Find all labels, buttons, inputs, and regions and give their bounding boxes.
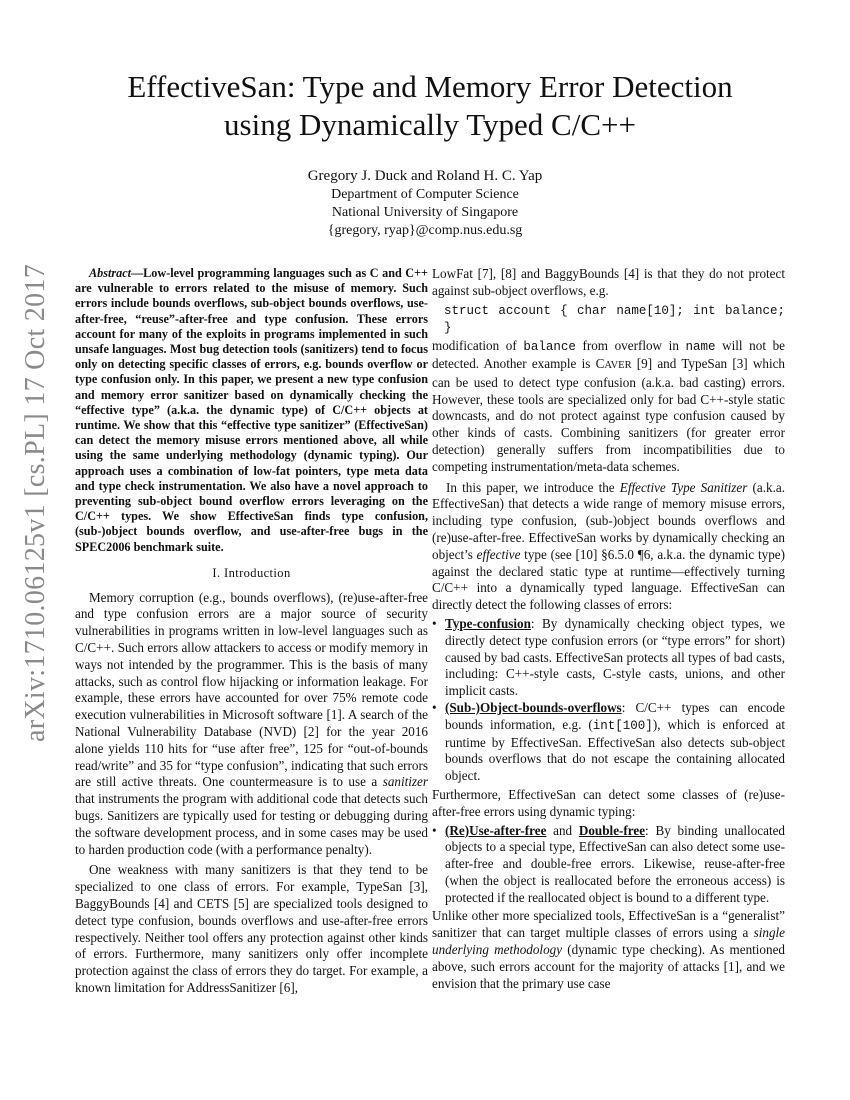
code-name: name xyxy=(685,340,716,355)
caver-smallcaps-a: A xyxy=(604,359,611,371)
bullet3-and: and xyxy=(546,822,579,838)
abstract-text: —Low-level programming languages such as C and C++ are vulnerable to errors related to the misuse of memory. Such errors include bounds overflows, sub-object bounds overflows, use-after-free, “reuse”-after-free and type confusion. These errors account for many of the exploits in programs implemented in such unsafe languages. Most bug detection tools (sanitizers) tend to focus only on detecting specific classes of errors, e.g. bounds overflow or type confusion only. In this paper, we present a new type confusion and memory error sanitizer based on dynamically checking the “effective type” (a.k.a. the dynamic type) of C/C++ objects at runtime. We show that this “effective type sanitizer” (EffectiveSan) can detect the memory misuse errors mentioned above, all while using the same underlying methodology (dynamic typing). Our approach uses a combination of low-fat pointers, type meta data and type check instrumentation. We also have a novel approach to preventing sub-object bound overflow errors leveraging on the C/C++ types. We show EffectiveSan finds type confusion, (sub-)object bounds overflow, and use-after-free bugs in the SPEC2006 benchmark suite. xyxy=(75,266,428,554)
code-struct: struct account { char name[10]; int balance; } xyxy=(444,303,785,336)
list-item-bounds-overflows xyxy=(445,700,785,785)
list-item-use-after-free xyxy=(445,823,785,907)
term-type-confusion: Type-confusion xyxy=(445,615,531,631)
reuse-error-list xyxy=(432,823,785,907)
left-column xyxy=(75,266,428,997)
p5-emphasis: single underlying methodology xyxy=(432,925,785,958)
author-email: {gregory, ryap}@comp.nus.edu.sg xyxy=(327,223,523,238)
author-university: National University of Singapore xyxy=(331,205,519,220)
bullet2-text-a: : C/C++ types can encode bounds information, e.g. ( xyxy=(445,699,785,732)
right-paragraph-5 xyxy=(432,908,785,992)
intro-p1-emphasis: sanitizer xyxy=(382,774,428,790)
p5-text-a: Unlike other more specialized tools, EffectiveSan is a “generalist” sanitizer that can target multiple classes of errors using a xyxy=(432,908,785,941)
p5-text-b: (dynamic type checking). As mentioned above, such errors account for the majority of attacks [1], and we envision that the primary use case xyxy=(432,942,785,991)
p2-text-c: will not be detected. Another example is C xyxy=(432,338,785,371)
intro-p1-text-b: that instruments the program with additional code that detects such bugs. Sanitizers are typically used for testing or debugging during the software development process, and in some cases may be used to harden production code (with a performance penalty). xyxy=(75,791,428,857)
term-bounds-overflows: (Sub-)Object-bounds-overflows xyxy=(445,699,622,715)
error-class-list xyxy=(432,616,785,785)
right-paragraph-1: LowFat [7], [8] and BaggyBounds [4] is that they do not protect against sub-object overflows, e.g. xyxy=(432,266,785,298)
p3-text-b: (a.k.a. EffectiveSan) that detects a wide range of memory misuse errors, including type confusion, (sub-)object bounds overflows and (re)use-after-free. EffectiveSan works by dynamically checking an object’s xyxy=(432,479,785,562)
p3-text-c: type (see [10] §6.5.0 ¶6, a.k.a. the dynamic type) against the declared static type at runtime—effectively turning C/C++ into a dynamically typed language. EffectiveSan can directly detect the following classes of errors: xyxy=(432,546,785,613)
right-paragraph-2 xyxy=(432,338,785,475)
bullet3-text: : By binding unallocated objects to a special type, EffectiveSan can also detect some use-after-free and double-free errors. Likewise, reuse-after-free (when the object is reallocated before the erroneous access) is protected if the reallocated object is bound to a different type. xyxy=(445,822,785,905)
list-item-type-confusion xyxy=(445,616,785,700)
p3-emphasis-effective-type-sanitizer: Effective Type Sanitizer xyxy=(619,479,748,495)
p2-text-a: modification of xyxy=(432,338,524,354)
paper-title xyxy=(70,68,790,144)
bullet2-text-b: ), which is enforced at runtime by EffectiveSan. EffectiveSan also detects sub-object bounds overflows that do not escape the containing allocated object. xyxy=(445,716,785,784)
arxiv-identifier: arXiv:1710.06125v1 [cs.PL] 17 Oct 2017 xyxy=(20,263,52,742)
term-use-after-free: (Re)Use-after-free xyxy=(445,822,547,838)
section-heading-introduction: I. Introduction xyxy=(212,565,291,580)
title-line-1: EffectiveSan: Type and Memory Error Detection xyxy=(127,69,733,104)
term-double-free: Double-free xyxy=(578,822,646,838)
bullet1-text: : By dynamically checking object types, we directly detect type confusion errors (or “type errors” for short) caused by bad casts. EffectiveSan protects all types of bad casts, including: C++-style casts, C-style casts, unions, and other implicit casts. xyxy=(445,615,785,699)
title-line-2: using Dynamically Typed C/C++ xyxy=(224,107,636,142)
intro-paragraph-2: One weakness with many sanitizers is that they tend to be specialized to one class of errors. For example, TypeSan [3], BaggyBounds [4] and CETS [5] are specialized tools designed to detect type confusion, bounds overflows and use-after-free errors respectively. Neither tool offers any protection against other kinds of errors. Furthermore, many sanitizers only offer incomplete protection against the class of errors they do target. For example, a known limitation for AddressSanitizer [6], xyxy=(75,862,428,995)
code-snippet-struct xyxy=(444,302,785,338)
caver-smallcaps-rest: VER xyxy=(610,359,632,371)
right-paragraph-4: Furthermore, EffectiveSan can detect some classes of (re)use-after-free errors using dynamic typing: xyxy=(432,786,785,819)
abstract-label: Abstract xyxy=(89,266,131,280)
right-column xyxy=(432,266,785,992)
abstract xyxy=(75,266,428,555)
author-names: Gregory J. Duck and Roland H. C. Yap xyxy=(307,168,543,184)
arxiv-identifier-sidebar xyxy=(10,263,62,742)
author-department: Department of Computer Science xyxy=(331,187,519,202)
right-paragraph-3 xyxy=(432,480,785,614)
p3-text-a: In this paper, we introduce the xyxy=(446,479,620,495)
intro-p1-text-a: Memory corruption (e.g., bounds overflows), (re)use-after-free and type confusion errors are a major source of security vulnerabilities in programs written in low-level languages such as C/C++. Such errors allow attackers to access or modify memory in ways not intended by the programmer. This is the basis of many attacks, such as control flow hijacking or information leakage. For example, these errors have accounted for over 75% remote code execution vulnerabilities in Microsoft software [1]. A search of the National Vulnerability Database (NVD) [2] for the year 2016 alone yields 110 hits for “use after free”, 125 for “out-of-bounds read/write” and 35 for “type confusion”, indicating that such errors are still active threats. One countermeasure is to use a xyxy=(75,589,428,790)
author-block xyxy=(200,167,650,240)
code-balance: balance xyxy=(523,340,576,355)
code-int-array: int[100] xyxy=(592,718,653,733)
intro-paragraph-1 xyxy=(75,590,428,859)
p3-emphasis-effective: effective xyxy=(476,546,521,562)
p2-text-d: [9] and TypeSan [3] which can be used to detect type confusion (a.k.a. bad casting) errors. However, these tools are specialized only for bad C++-style static downcasts, and do not protect against type confusion caused by other kinds of casts. Combining sanitizers (for greater error detection) generally suffers from incompatibilities due to competing instrumentation/meta-data schemes. xyxy=(432,355,785,474)
p2-text-b: from overflow in xyxy=(575,338,686,354)
